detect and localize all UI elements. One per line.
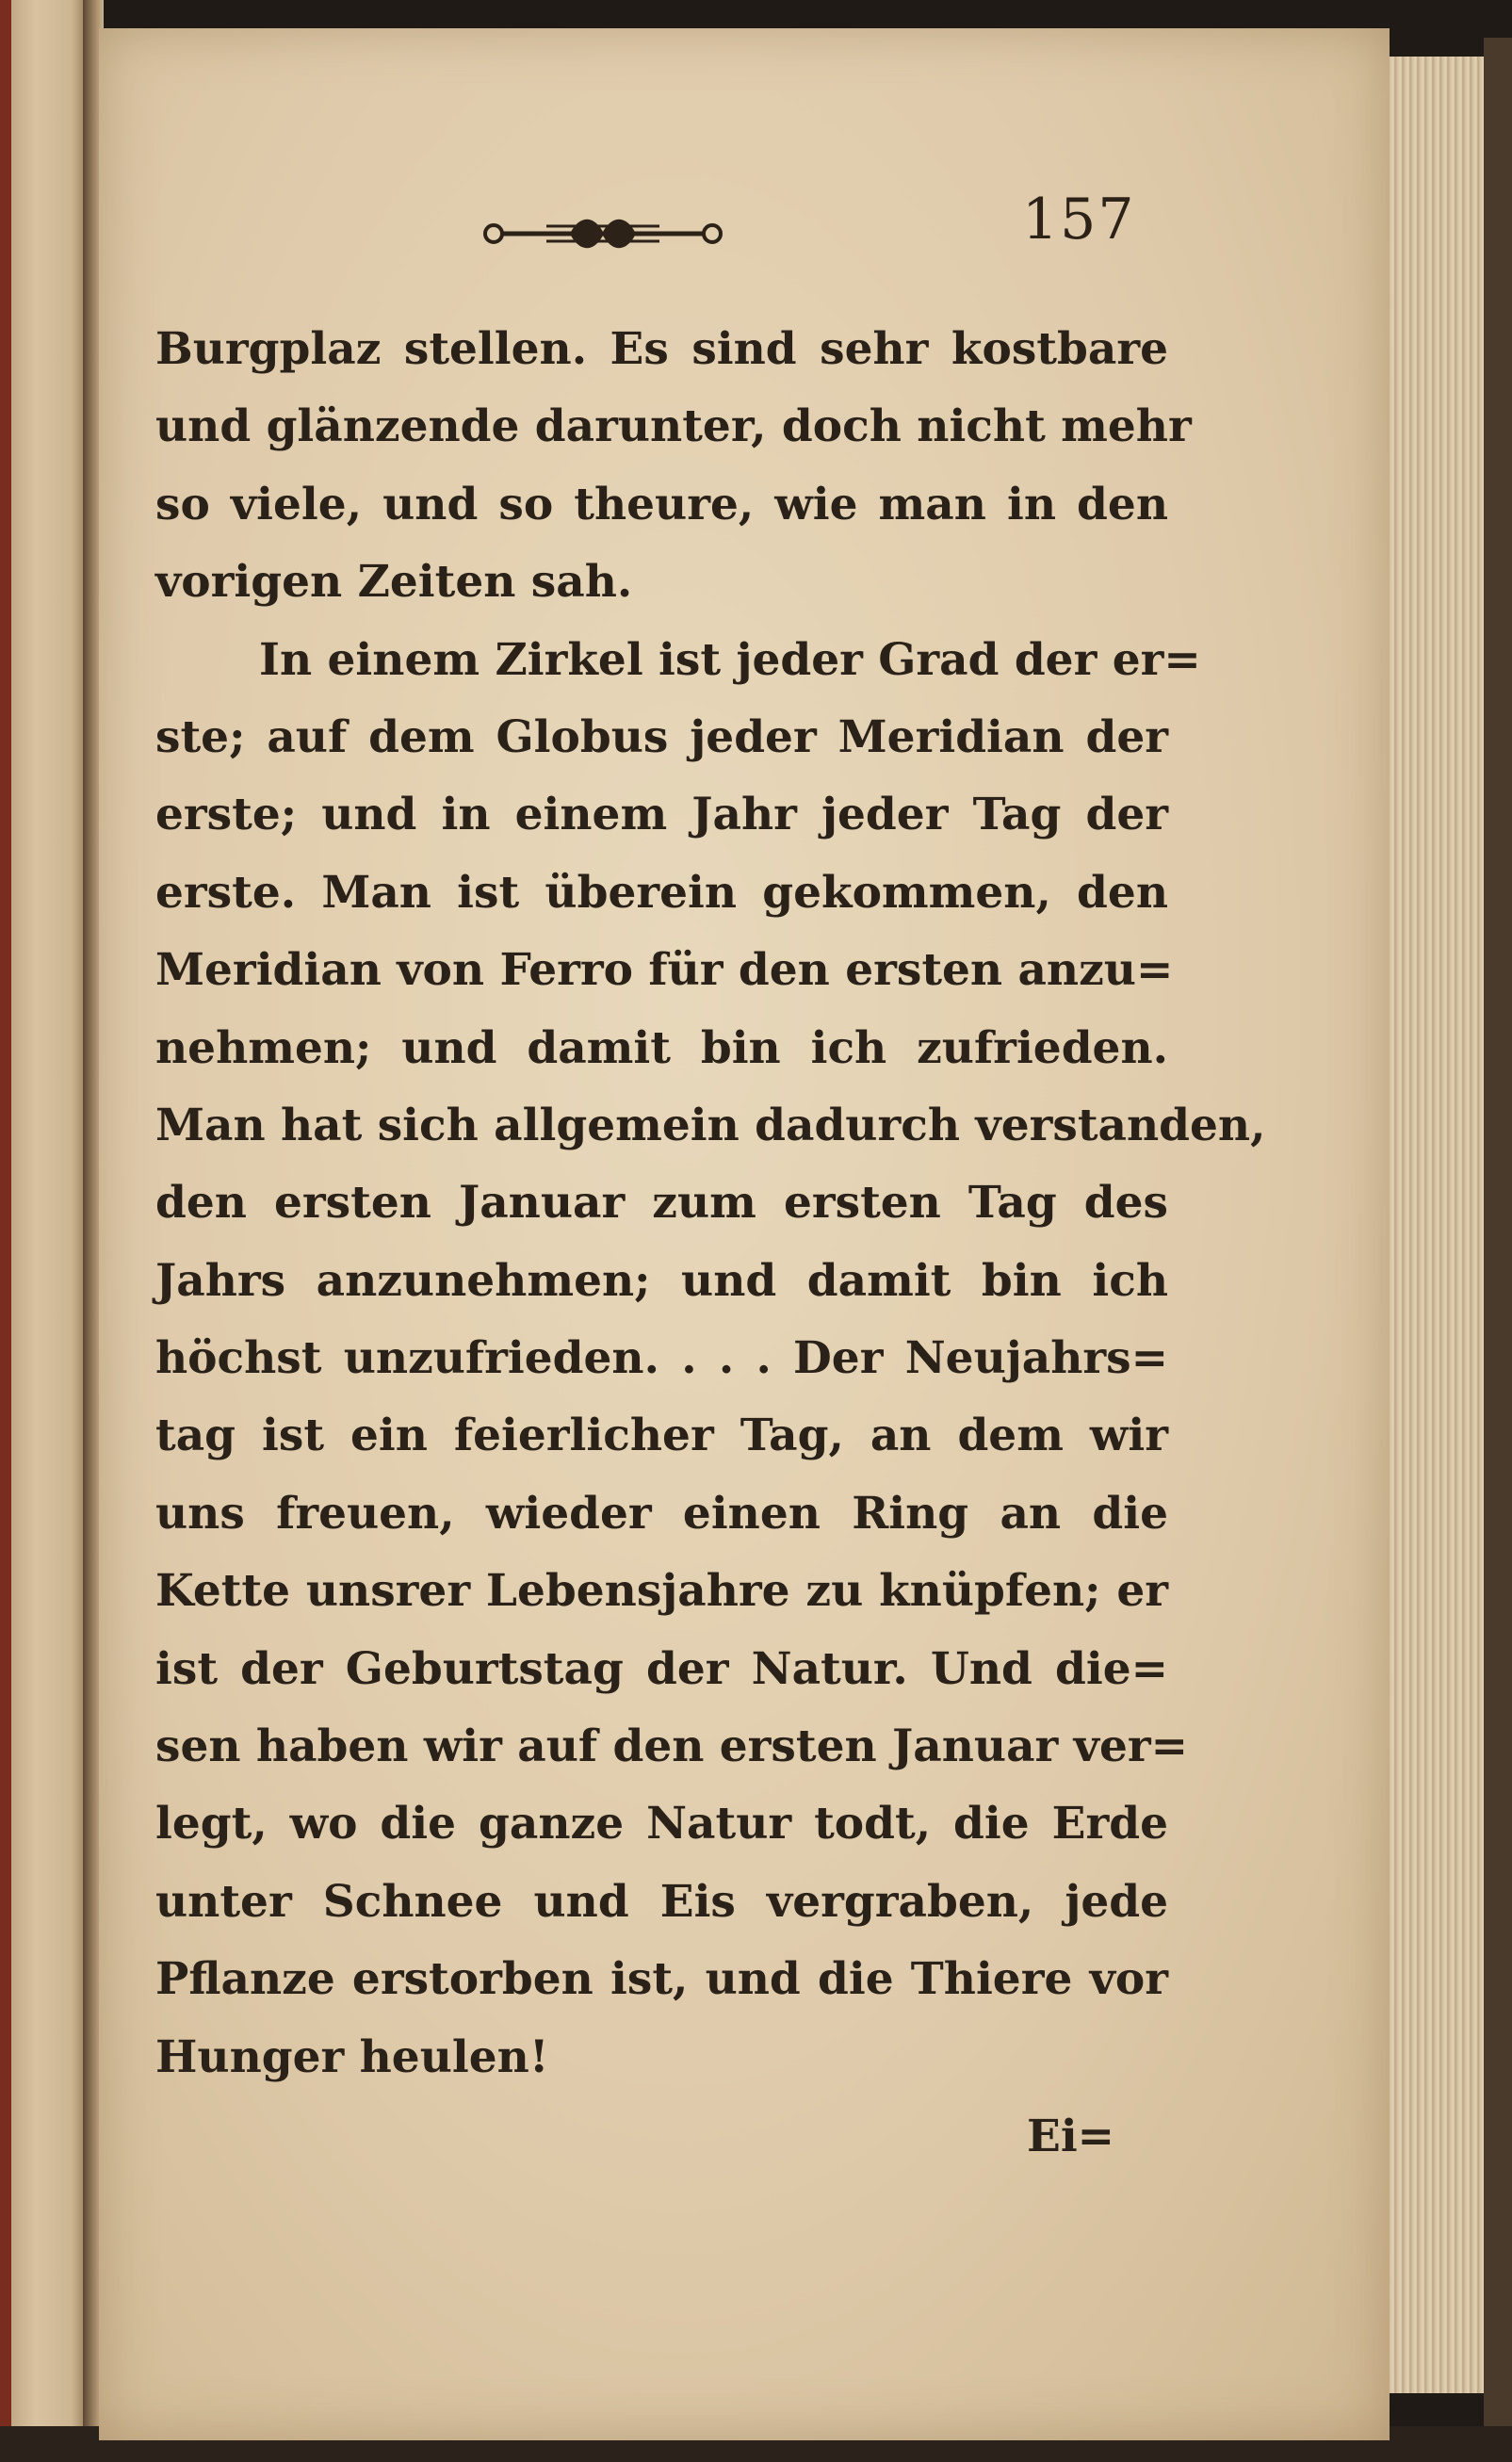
- text-line: erste; und in einem Jahr jeder Tag der: [155, 789, 1168, 841]
- text-line: höchst unzufrieden. . . . Der Neujahrs=: [155, 1332, 1168, 1385]
- facing-page-edge: [0, 0, 89, 2462]
- text-line: erste. Man ist überein gekommen, den: [155, 866, 1168, 919]
- text-line: ste; auf dem Globus jeder Meridian der: [155, 710, 1168, 763]
- page-number: 157: [1022, 187, 1136, 253]
- text-line: Man hat sich allgemein dadurch verstanden,: [155, 1099, 1266, 1151]
- text-line: vorigen Zeiten sah.: [155, 556, 633, 609]
- book-board-edge: [1484, 38, 1512, 2431]
- page-stack-edge: [1375, 57, 1488, 2393]
- text-line: legt, wo die ganze Natur todt, die Erde: [155, 1798, 1168, 1851]
- text-line: Hunger heulen!: [155, 2030, 549, 2083]
- text-line: Kette unsrer Lebensjahre zu knüpfen; er: [155, 1565, 1168, 1618]
- text-line: ist der Geburtstag der Natur. Und die=: [155, 1642, 1168, 1695]
- text-line: Meridian von Ferro für den ersten anzu=: [155, 944, 1174, 997]
- ornament-rule-icon: [480, 205, 725, 262]
- text-line: nehmen; und damit bin ich zufrieden.: [155, 1021, 1168, 1074]
- text-line: unter Schnee und Eis vergraben, jede: [155, 1875, 1168, 1928]
- text-line: so viele, und so theure, wie man in den: [155, 478, 1168, 530]
- text-line: tag ist ein feierlicher Tag, an dem wir: [155, 1410, 1168, 1462]
- catchword: Ei=: [1027, 2111, 1115, 2162]
- text-line: den ersten Januar zum ersten Tag des: [155, 1177, 1168, 1230]
- text-line: In einem Zirkel ist jeder Grad der er=: [259, 633, 1201, 686]
- text-line: Pflanze erstorben ist, und die Thiere vor: [155, 1953, 1168, 2006]
- text-line: Burgplaz stellen. Es sind sehr kostbare: [155, 323, 1168, 375]
- text-line: und glänzende darunter, doch nicht mehr: [155, 400, 1192, 453]
- page-text: [155, 311, 1266, 2096]
- text-line: Jahrs anzunehmen; und damit bin ich: [155, 1254, 1168, 1307]
- book-cover-edge: [0, 0, 11, 2462]
- text-line: uns freuen, wieder einen Ring an die: [155, 1487, 1168, 1540]
- text-line: sen haben wir auf den ersten Januar ver=: [155, 1720, 1189, 1773]
